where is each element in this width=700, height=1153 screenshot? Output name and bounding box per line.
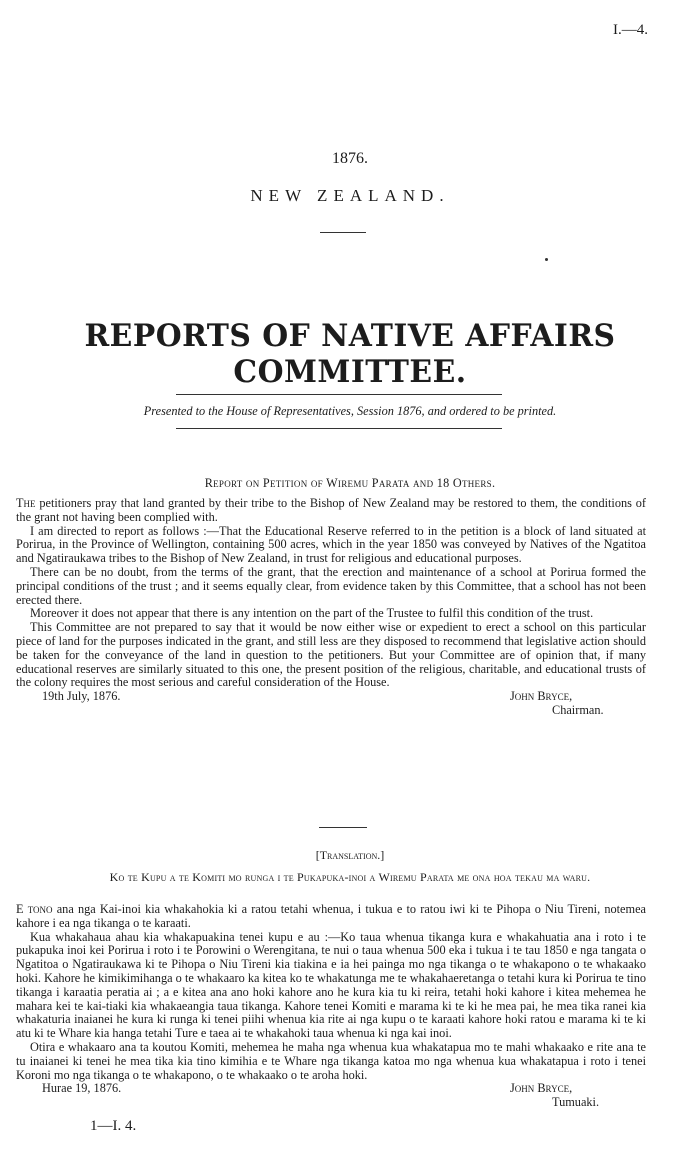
maori-date: Hurae 19, 1876. [42, 1081, 122, 1096]
english-paragraph-5: This Committee are not prepared to say that it would be now either wise or expedient to erect a school on this particular piece of land for the purposes indicated in the grant, and still less are they disposed to recommend that legislative action should be taken for the conveyance of the land in question to the petitioners. But your Committee are of opinion that, if many educational reserves are similarly situated to this one, the present position of the religious, charitable, and educational trusts of the colony requires the most serious and careful consideration of the House. [16, 620, 646, 690]
divider-top [176, 394, 502, 395]
divider-bottom [176, 428, 502, 429]
document-country: NEW ZEALAND. [250, 186, 450, 205]
maori-signatory-role: Tumuaki. [552, 1095, 600, 1110]
maori-report-body [16, 903, 646, 1110]
maori-paragraph-1 [16, 903, 646, 931]
english-report-body [16, 497, 646, 718]
report-heading: Report on Petition of Wiremu Parata and 18 Others. [204, 476, 496, 490]
maori-paragraph-1-text: ana nga Kai-inoi kia whakahokia ki a ratou tetahi whenua, i tukua e to ratou iwi ki te Pihopa o Niu Tireni, notemea kahore i ea nga tikanga o te karaati. [16, 902, 646, 930]
maori-signature-block [16, 1082, 646, 1110]
translation-label: [Translation.] [315, 848, 385, 862]
english-paragraph-3: There can be no doubt, from the terms of the grant, that the erection and maintenance of a school at Porirua formed the principal conditions of the trust ; and it seems equally clear, from evidence taken by this Committee, that a school has not been erected there. [16, 564, 646, 607]
divider-middle [319, 827, 367, 828]
english-paragraph-4: Moreover it does not appear that there is any intention on the part of the Trustee to fulfil this condition of the trust. [30, 606, 594, 621]
ink-speck [545, 258, 548, 261]
maori-signatory: John Bryce, [510, 1081, 573, 1096]
english-signatory-role: Chairman. [552, 703, 604, 718]
maori-paragraph-3: Otira e whakaaro ana ta koutou Komiti, mehemea he maha nga whenua kua whakatapua mo te mahi whakaako e rite ana te tu inaianei ki tenei he mea tika kia tino kimihia e te Whare nga tikanga katoa mo nga whenua kua whakatapua i roto i tenei Koroni mo nga tikanga o te whakapono, o te whakaako o te aroha hoki. [16, 1039, 646, 1082]
english-date: 19th July, 1876. [42, 689, 121, 704]
english-paragraph-2: I am directed to report as follows :—That the Educational Reserve referred to in the petition is a block of land situated at Porirua, in the Province of Wellington, containing 500 acres, which in the year 1850 was conveyed by Natives of the Ngatitoa and Ngatiraukawa tribes to the Bishop of New Zealand, in trust for religious and educational purposes. [16, 523, 646, 566]
document-title: REPORTS OF NATIVE AFFAIRS COMMITTEE. [84, 318, 616, 390]
maori-paragraph-2: Kua whakahaua ahau kia whakapuakina tenei kupu e au :—Ko taua whenua tikanga kura e whakahuatia ana i roto i te pukapuka inoi kei Porirua i roto i te Porowini o Werengitana, te nui o taua whenua 500 eka i tukua i te tau 1850 e nga tangata o Ngatitoa o Ngatiraukawa ki te Pihopa o Niu Tireni kia tiakina e ia hei painga mo nga tikanga o te whakapono o te whakaako hoki. Kahore he kimikimihanga o te whakaaro ka kitea ko te whakatunga me te whakahaeretanga o tetahi kura ki Porirua te tino tikanga i karaatia peratia ai ; a e kitea ana ano hoki kahore ano he kura kia tu ki reira, tetahi hoki kahore i kitea mehemea he mahara kei te kai-tiaki kia whakaeangia taua tikanga. Kahore tenei Komiti e marama ki te ki he mea pai, he mea tika ranei kia whakaturia inaianei he kura ki runga ki tenei piihi whenua kia rite ai nga kupu o te karaati kahore hoki ratou e marama ki te ki atu ki te Whare kia hanga tetahi Ture e taea ai te whakahoki taua whenua ki nga kai inoi. [16, 929, 646, 1041]
presented-line: Presented to the House of Representatives, Session 1876, and ordered to be printed. [143, 404, 557, 418]
document-year: 1876. [332, 150, 368, 167]
english-lead-word: The [16, 496, 36, 510]
page-reference: I.—4. [613, 22, 648, 38]
english-paragraph-1-text: petitioners pray that land granted by their tribe to the Bishop of New Zealand may be restored to them, the conditions of the grant not having been complied with. [16, 496, 647, 524]
page-number: 1—I. 4. [90, 1118, 137, 1134]
english-signatory: John Bryce, [510, 689, 573, 704]
maori-heading: Ko te Kupu a te Komiti mo runga i te Pukapuka-inoi a Wiremu Parata me ona hoa tekau ma waru. [109, 870, 591, 884]
divider-short [320, 232, 366, 233]
maori-lead-word: E tono [16, 902, 53, 916]
english-paragraph-1 [16, 497, 646, 525]
english-signature-block [16, 690, 646, 718]
